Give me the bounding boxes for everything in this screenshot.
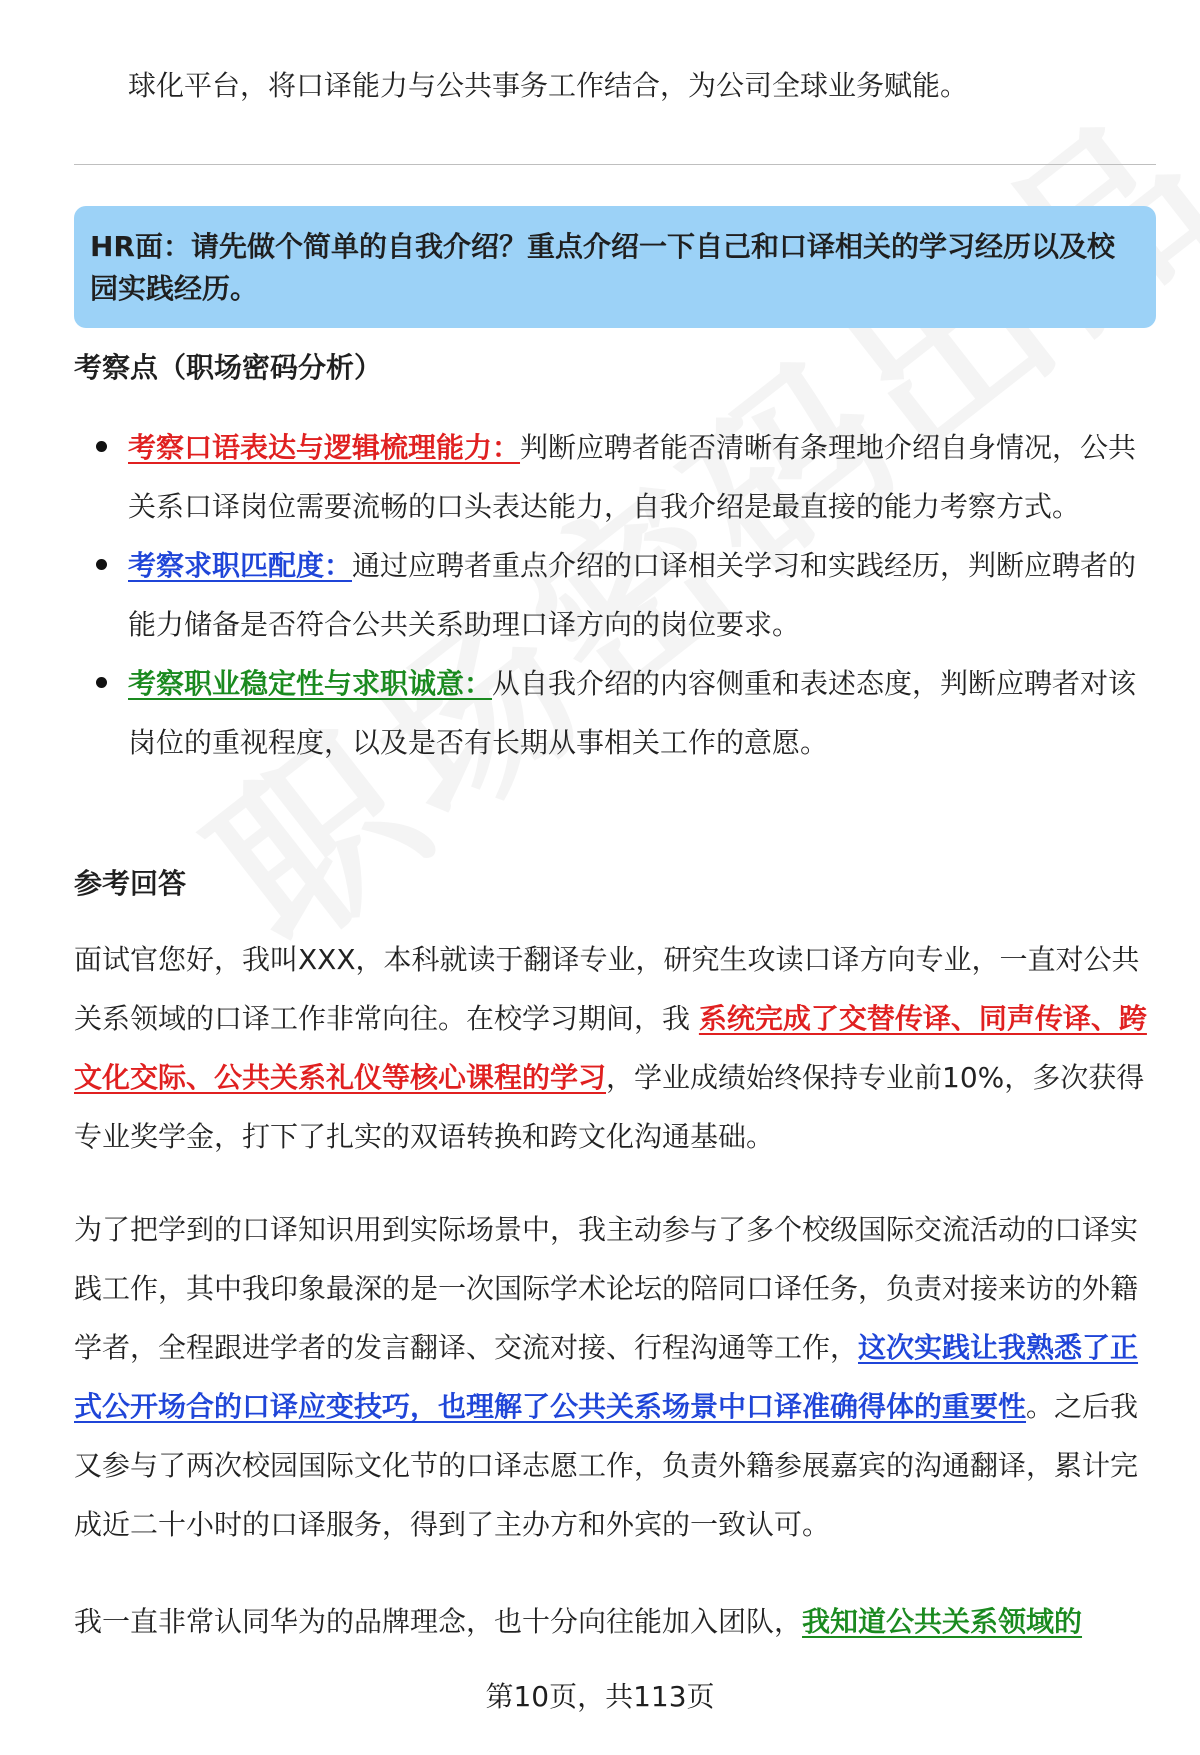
analysis-heading: 考察点（职场密码分析） [74, 351, 383, 384]
answer-paragraph-1 [74, 930, 1158, 1166]
point-text: 从自我介绍的内容侧重和表述态度，判断应聘者对该岗位的重视程度，以及是否有长期从事相关工作的意愿。 [128, 667, 1137, 759]
point-text: 通过应聘者重点介绍的口译相关学习和实践经历，判断应聘者的能力储备是否符合公共关系助理口译方向的岗位要求。 [128, 549, 1137, 641]
answer-highlight: 这次实践让我熟悉了正式公开场合的口译应变技巧，也理解了公共关系场景中口译准确得体的重要性 [74, 1331, 1139, 1423]
answer-text: 为了把学到的口译知识用到实际场景中，我主动参与了多个校级国际交流活动的口译实践工作，其中我印象最深的是一次国际学术论坛的陪同口译任务，负责对接来访的外籍学者，全程跟进学者的发言翻译、交流对接、行程沟通等工作， [74, 1213, 1139, 1364]
point-keyword: 考察口语表达与逻辑梳理能力： [128, 431, 521, 464]
bullet-icon [96, 677, 107, 688]
answer-paragraph-2 [74, 1200, 1158, 1554]
answer-highlight: 我知道公共关系领域的 [802, 1605, 1083, 1638]
answer-text: ，学业成绩始终保持专业前10%，多次获得专业奖学金，打下了扎实的双语转换和跨文化沟通基础。 [74, 1061, 1145, 1153]
question-text: HR面：请先做个简单的自我介绍？重点介绍一下自己和口译相关的学习经历以及校园实践经历。 [90, 230, 1115, 305]
analysis-points [128, 418, 1158, 772]
bullet-icon [96, 441, 107, 452]
answer-text: 我一直非常认同华为的品牌理念，也十分向往能加入团队， [74, 1605, 803, 1638]
point-keyword: 考察求职匹配度： [128, 549, 353, 582]
answer-paragraph-3 [74, 1592, 1158, 1651]
answer-heading: 参考回答 [74, 867, 187, 900]
point-text: 判断应聘者能否清晰有条理地介绍自身情况，公共关系口译岗位需要流畅的口头表达能力，自我介绍是最直接的能力考察方式。 [128, 431, 1137, 523]
answer-highlight: 系统完成了交替传译、同声传译、跨文化交际、公共关系礼仪等核心课程的学习 [74, 1002, 1147, 1094]
answer-text: 面试官您好，我叫XXX，本科就读于翻译专业，研究生攻读口译方向专业，一直对公共关系领域的口译工作非常向往。在校学习期间，我 [74, 943, 1140, 1035]
page-number: 第10页，共113页 [485, 1680, 715, 1713]
answer-text: 。之后我又参与了两次校园国际文化节的口译志愿工作，负责外籍参展嘉宾的沟通翻译，累计完成近二十小时的口译服务，得到了主办方和外宾的一致认可。 [74, 1390, 1139, 1541]
bullet-icon [96, 559, 107, 570]
intro-tail-text: 球化平台，将口译能力与公共事务工作结合，为公司全球业务赋能。 [128, 69, 969, 102]
section-divider [74, 164, 1156, 165]
point-item [128, 536, 1158, 654]
point-item [128, 654, 1158, 772]
question-box [74, 206, 1156, 328]
point-item [128, 418, 1158, 536]
point-keyword: 考察职业稳定性与求职诚意： [128, 667, 493, 700]
